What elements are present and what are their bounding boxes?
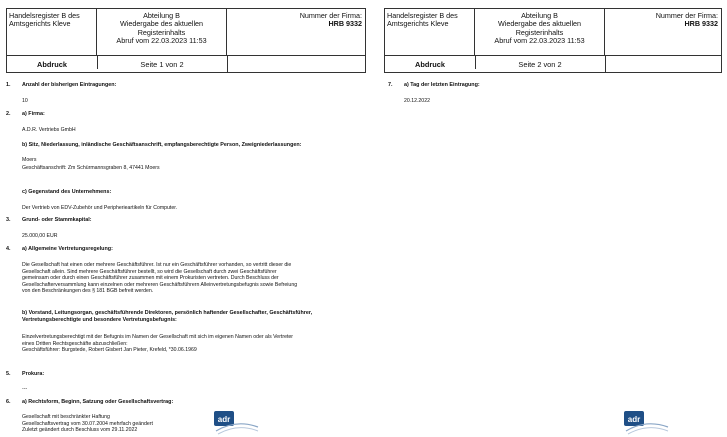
entry-paragraph	[22, 262, 297, 295]
page-header	[384, 8, 722, 73]
text-line: gemeinsam oder durch einen Geschäftsführer zusammen mit einem Prokuristen vertreten. Durch Beschluss der	[22, 275, 279, 282]
entry-heading	[22, 310, 312, 323]
company-number-cell	[605, 9, 721, 55]
entry-value: Geschäftsanschrift: Zm Schürmannsgraben 8, 47441 Moers	[22, 165, 160, 171]
header-row-2	[7, 55, 365, 73]
company-number: HRB 9332	[328, 19, 362, 29]
logo-text: adr	[217, 415, 231, 424]
court-name: Handelsregister B des Amtsgerichts Kleve	[7, 9, 97, 55]
entry-value: Der Vertrieb von EDV-Zubehör und Peripherieartikeln für Computer.	[22, 205, 178, 211]
header-center	[475, 9, 605, 55]
department: Abteilung B	[521, 11, 558, 20]
entry-paragraph	[22, 414, 153, 434]
entry-value: A.D.R. Vertriebs GmbH	[22, 127, 76, 133]
register-page-2	[382, 0, 727, 437]
adr-logo-icon	[622, 409, 670, 435]
department: Abteilung B	[143, 11, 180, 20]
print-label: Abdruck	[385, 56, 476, 69]
page-label: Seite 1 von 2	[97, 56, 228, 73]
text-line: Gesellschaftsvertrag vom 30.07.2004 mehrfach geändert	[22, 420, 153, 427]
text-line: eines Dritten Rechtsgeschäfte abzuschließen:	[22, 340, 128, 347]
entry-value: 25.000,00 EUR	[22, 233, 58, 239]
entry-heading: Anzahl der bisherigen Eintragungen:	[22, 82, 117, 88]
page-header	[6, 8, 366, 73]
text-line: Gesellschaft allein. Sind mehrere Geschäftsführer bestellt, so wird die Gesellschaft durch zwei Geschäftsführer	[22, 268, 277, 275]
court-name: Handelsregister B des Amtsgerichts Kleve	[385, 9, 475, 55]
entry-heading: Prokura:	[22, 371, 45, 377]
entry-heading: Grund- oder Stammkapital:	[22, 217, 92, 223]
page-label: Seite 2 von 2	[475, 56, 606, 73]
doc-type: Wiedergabe des aktuellen Registerinhalts	[119, 19, 204, 37]
adr-logo-icon	[212, 409, 260, 435]
entry-number: 4.	[6, 246, 11, 252]
logo-text: adr	[627, 415, 641, 424]
entry-heading: a) Rechtsform, Beginn, Satzung oder Gesellschaftsvertrag:	[22, 399, 174, 405]
entry-heading: c) Gegenstand des Unternehmens:	[22, 189, 112, 195]
entry-value: 20.12.2022	[404, 98, 430, 104]
text-line: Die Gesellschaft hat einen oder mehrere Geschäftsführer. Ist nur ein Geschäftsführer vorhanden, so vertritt dieser die	[22, 262, 292, 268]
company-number-label: Nummer der Firma:	[299, 11, 362, 20]
entry-value: ---	[22, 386, 28, 392]
text-line: Gesellschafterversammlung kann einzelnen oder mehreren Geschäftsführern Alleinvertretungsbefugnis sowie Befreiung	[22, 281, 298, 288]
text-line: Vertretungsberechtigte und besondere Vertretungsbefugnis:	[22, 316, 177, 323]
entry-value: Moers	[22, 157, 37, 163]
entry-heading: b) Sitz, Niederlassung, inländische Geschäftsanschrift, empfangsberechtigte Person, Zweigniederlassungen:	[22, 142, 302, 148]
entry-heading: a) Allgemeine Vertretungsregelung:	[22, 246, 113, 252]
entry-value: 10	[22, 98, 28, 104]
retrieved-at: Abruf vom 22.03.2023 11:53	[116, 36, 207, 46]
header-center	[97, 9, 227, 55]
text-line: Geschäftsführer: Burgstede, Robert Gisbert Jan Pieter, Krefeld, *30.06.1969	[22, 347, 197, 354]
entry-paragraph	[22, 334, 293, 354]
text-line: Zuletzt geändert durch Beschluss vom 29.11.2022	[22, 427, 138, 434]
company-number: HRB 9332	[684, 19, 718, 29]
entry-heading: a) Tag der letzten Eintragung:	[404, 82, 480, 88]
text-line: von den Beschränkungen des § 181 BGB befreit werden.	[22, 288, 154, 295]
doc-type: Wiedergabe des aktuellen Registerinhalts	[497, 19, 582, 37]
text-line: Einzelvertretungsberechtigt mit der Befugnis im Namen der Gesellschaft mit sich im eigenen Namen oder als Vertreter	[22, 334, 294, 340]
header-row-2	[385, 55, 721, 73]
text-line: b) Vorstand, Leitungsorgan, geschäftsführende Direktoren, persönlich haftender Gesellschafter, Geschäftsführer,	[22, 310, 313, 316]
company-number-cell	[227, 9, 365, 55]
entry-number: 5.	[6, 371, 11, 377]
retrieved-at: Abruf vom 22.03.2023 11:53	[494, 36, 585, 46]
entry-number: 2.	[6, 111, 11, 117]
entry-number: 6.	[6, 399, 11, 405]
entry-number: 1.	[6, 82, 11, 88]
entry-number: 7.	[388, 82, 393, 88]
company-number-label: Nummer der Firma:	[655, 11, 718, 20]
entry-heading: a) Firma:	[22, 111, 45, 117]
text-line: Gesellschaft mit beschränkter Haftung	[22, 414, 110, 420]
entry-number: 3.	[6, 217, 11, 223]
print-label: Abdruck	[7, 56, 98, 69]
